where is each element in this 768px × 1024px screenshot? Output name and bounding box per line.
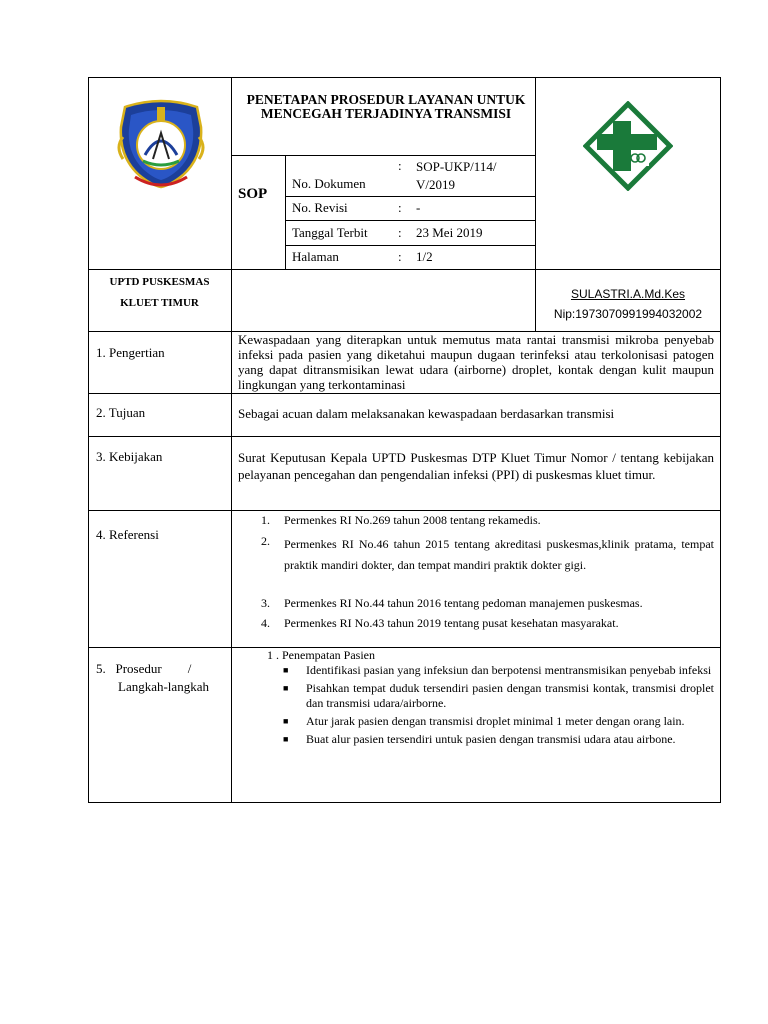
meta-line-1 [285, 196, 535, 197]
bullet-icon: ■ [283, 716, 289, 726]
section-label-prosedur: 5. Prosedur / [96, 661, 192, 676]
meta-line-3 [285, 245, 535, 246]
document-title: PENETAPAN PROSEDUR LAYANAN UNTUK MENCEGAH TERJADINYA TRANSMISI [246, 92, 526, 121]
referensi-num-1: 1. [261, 513, 270, 527]
meta-value-no-dokumen: SOP-UKP/114/ V/2019 [416, 159, 497, 192]
section-text-tujuan: Sebagai acuan dalam melaksanakan kewaspadaan berdasarkan transmisi [238, 406, 615, 421]
column-divider-left [231, 77, 232, 803]
prosedur-bullet-text: Atur jarak pasien dengan transmisi droplet minimal 1 meter dengan orang lain. [306, 714, 685, 728]
prosedur-heading: 1 . Penempatan Pasien [267, 648, 375, 662]
section-text-kebijakan: Surat Keputusan Kepala UPTD Puskesmas DTP Kluet Timur Nomor / tentang kebijakan pelayanan pencegahan dan pengendalian infeksi (PPI) di puskesmas kluet timur. [238, 450, 714, 482]
meta-sep-no-revisi: : [398, 200, 402, 215]
referensi-item-1: Permenkes RI No.269 tahun 2008 tentang rekamedis. [284, 513, 541, 527]
prosedur-bullet-text: Buat alur pasien tersendiri untuk pasien dengan transmisi udara atau airbone. [306, 732, 676, 746]
row-line-kebijakan [88, 436, 721, 437]
meta-value-halaman: 1/2 [416, 249, 433, 264]
section-label-kebijakan: 3. Kebijakan [96, 449, 163, 464]
signer-name: SULASTRI.A.Md.Kes [570, 287, 686, 301]
section-text-pengertian: Kewaspadaan yang diterapkan untuk memutus mata rantai transmisi mikroba penyebab infeksi pada pasien yang diketahui maupun dugaan terinfeksi atau terkolonisasi patogen yang dapat ditransmisikan lewat udara (airborne) droplet, kontak dengan kulit maupun lingkungan yang terkontaminasi [238, 332, 714, 392]
section-label-tujuan: 2. Tujuan [96, 405, 146, 420]
meta-sep-tanggal-terbit: : [398, 225, 402, 240]
referensi-item-3: Permenkes RI No.44 tahun 2016 tentang pedoman manajemen puskesmas. [284, 596, 643, 610]
prosedur-bullet-item [283, 681, 714, 711]
section-label-prosedur-line2: Langkah-langkah [118, 679, 209, 694]
meta-value-no-revisi: - [416, 200, 421, 215]
meta-line-2 [285, 220, 535, 221]
sop-label: SOP [238, 186, 268, 202]
referensi-num-4: 4. [261, 616, 270, 630]
header-bottom-line [88, 269, 721, 270]
section-label-referensi: 4. Referensi [96, 527, 159, 542]
title-bottom-line [231, 155, 535, 156]
sop-cell-divider [285, 155, 286, 269]
bullet-icon: ■ [283, 734, 289, 744]
meta-sep-halaman: : [398, 249, 402, 264]
bullet-icon: ■ [283, 683, 289, 693]
row-line-tujuan [88, 393, 721, 394]
signer-nip: Nip:197307099199403200​2 [553, 307, 703, 321]
section-label-pengertian: 1. Pengertian [96, 345, 165, 360]
org-name-line2: KLUET TIMUR [120, 297, 199, 309]
org-name-line1: UPTD PUSKESMAS [109, 276, 210, 288]
prosedur-bullet-item [283, 732, 714, 747]
referensi-num-2: 2. [261, 534, 270, 548]
row-line-prosedur [88, 647, 721, 648]
referensi-item-4: Permenkes RI No.43 tahun 2019 tentang pusat kesehatan masyarakat. [284, 616, 619, 630]
referensi-item-2: Permenkes RI No.46 tahun 2015 tentang akreditasi puskesmas,klinik pratama, tempat praktik mandiri dokter, dan tempat mandiri praktik dokter gigi. [284, 537, 714, 572]
prosedur-bullet-list [283, 663, 714, 750]
meta-label-no-revisi: No. Revisi [292, 200, 348, 215]
prosedur-bullet-text: Identifikasi pasian yang infeksiun dan berpotensi mentransmisikan penyebab infeksi [306, 663, 712, 677]
row-line-referensi [88, 510, 721, 511]
prosedur-bullet-item [283, 714, 714, 729]
meta-sep-no-dokumen: : [398, 158, 402, 173]
puskesmas-logo [583, 101, 673, 191]
prosedur-bullet-text: Pisahkan tempat duduk tersendiri pasien dengan transmisi kontak, transmisi droplet dan transmisi udara/airborne. [306, 681, 714, 710]
regional-seal-logo [113, 97, 209, 189]
prosedur-bullet-item [283, 663, 714, 678]
bullet-icon: ■ [283, 665, 289, 675]
meta-value-tanggal-terbit: 23 Mei 2019 [416, 225, 483, 240]
meta-label-halaman: Halaman [292, 249, 339, 264]
referensi-num-3: 3. [261, 596, 270, 610]
meta-label-tanggal-terbit: Tanggal Terbit [292, 225, 368, 240]
meta-label-no-dokumen: No. Dokumen [292, 176, 366, 191]
